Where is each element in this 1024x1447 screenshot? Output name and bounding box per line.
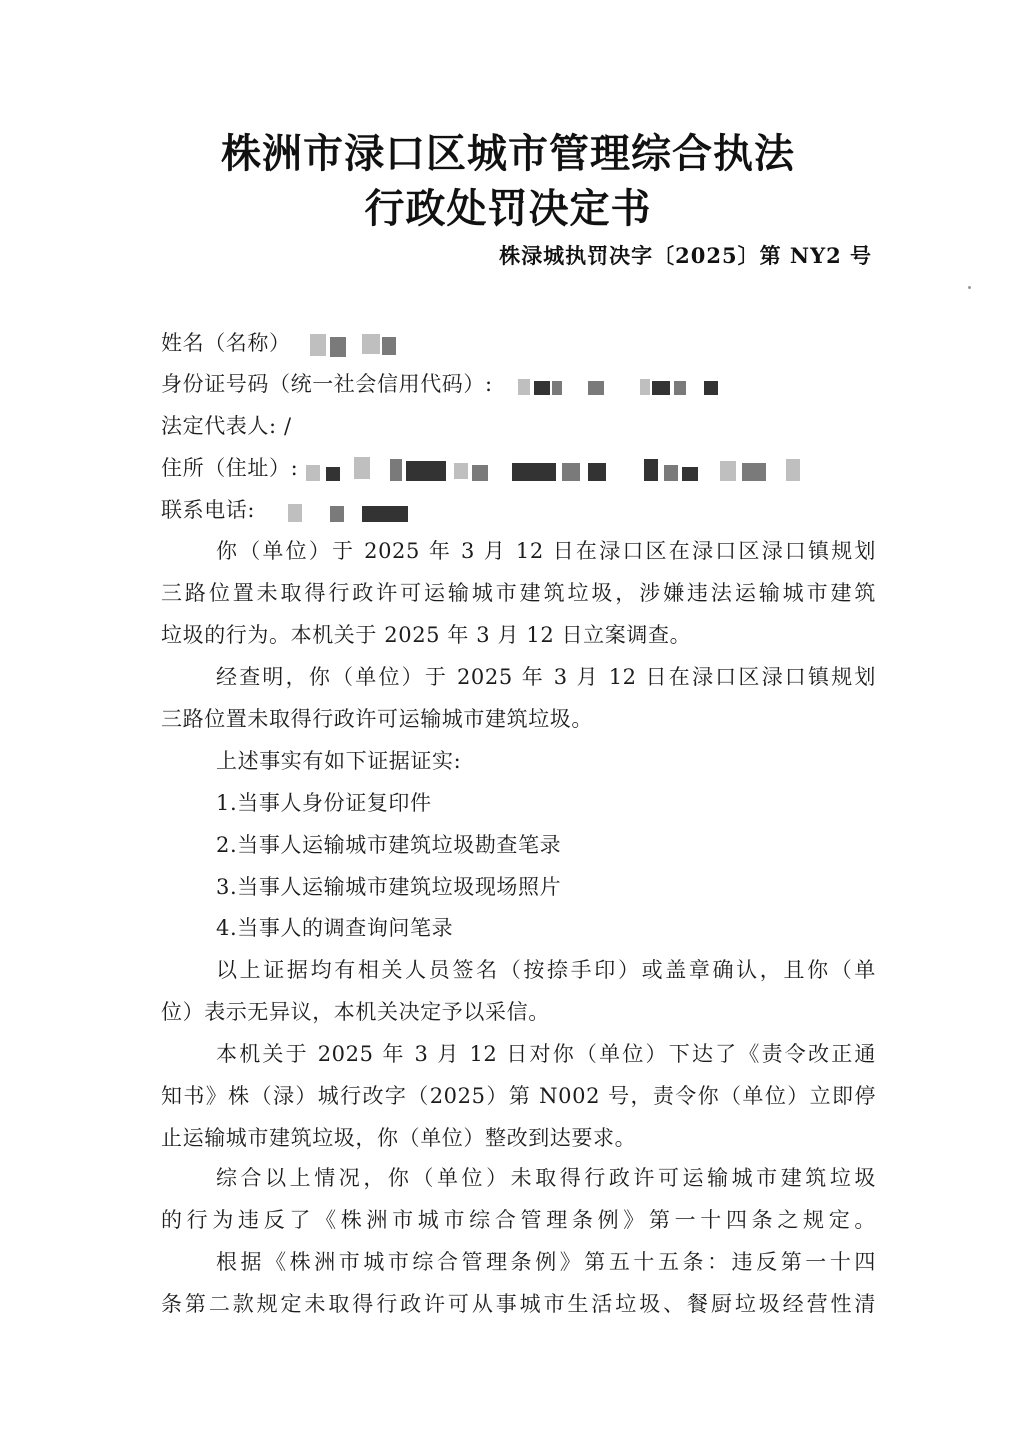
body-line: 三路位置未取得行政许可运输城市建筑垃圾，涉嫌违法运输城市建筑: [161, 581, 876, 605]
body-line: 位）表示无异议，本机关决定予以采信。: [161, 1000, 550, 1024]
body-line: 止运输城市建筑垃圾，你（单位）整改到达要求。: [161, 1126, 637, 1150]
body-line: 综合以上情况，你（单位）未取得行政许可运输城市建筑垃圾: [216, 1166, 876, 1190]
field-legal-representative: 法定代表人: /: [161, 414, 292, 438]
field-phone-label: 联系电话:: [161, 498, 256, 522]
field-name: [161, 329, 876, 359]
body-line: 上述事实有如下证据证实:: [216, 749, 462, 773]
body-line: 根据《株洲市城市综合管理条例》第五十五条：违反第一十四: [216, 1250, 876, 1274]
field-id-number: [161, 370, 876, 400]
document-title-line2: 行政处罚决定书: [364, 186, 652, 232]
redacted-name: [298, 331, 408, 359]
document-number: 株渌城执罚决字〔2025〕第 NY2 号: [499, 243, 872, 268]
body-line: 你（单位）于 2025 年 3 月 12 日在渌口区在渌口区渌口镇规划: [216, 539, 876, 563]
document-title-line1: 株洲市渌口区城市管理综合执法: [221, 131, 795, 177]
scan-speck: [968, 286, 971, 289]
field-address-label: 住所（住址）:: [161, 456, 299, 480]
evidence-item: 3.当事人运输城市建筑垃圾现场照片: [216, 875, 562, 899]
evidence-item: 4.当事人的调查询问笔录: [216, 916, 454, 940]
redacted-address: [306, 455, 866, 485]
body-line: 本机关于 2025 年 3 月 12 日对你（单位）下达了《责令改正通: [216, 1042, 876, 1066]
evidence-item: 1.当事人身份证复印件: [216, 791, 432, 815]
field-address: [161, 454, 876, 485]
redacted-id-number: [500, 372, 740, 400]
evidence-item: 2.当事人运输城市建筑垃圾勘查笔录: [216, 833, 562, 857]
field-id-label: 身份证号码（统一社会信用代码）:: [161, 372, 493, 396]
body-line: 的行为违反了《株洲市城市综合管理条例》第一十四条之规定。: [161, 1208, 876, 1232]
body-line: 知书》株（渌）城行改字（2025）第 N002 号，责令你（单位）立即停: [161, 1084, 876, 1108]
body-line: 条第二款规定未取得行政许可从事城市生活垃圾、餐厨垃圾经营性清: [161, 1292, 876, 1316]
body-line: 经查明，你（单位）于 2025 年 3 月 12 日在渌口区渌口镇规划: [216, 665, 876, 689]
redacted-phone: [262, 498, 432, 526]
field-name-label: 姓名（名称）: [161, 331, 291, 355]
body-line: 垃圾的行为。本机关于 2025 年 3 月 12 日立案调查。: [161, 623, 692, 647]
field-phone: [161, 496, 876, 526]
body-line: 以上证据均有相关人员签名（按捺手印）或盖章确认，且你（单: [216, 958, 876, 982]
body-line: 三路位置未取得行政许可运输城市建筑垃圾。: [161, 707, 593, 731]
